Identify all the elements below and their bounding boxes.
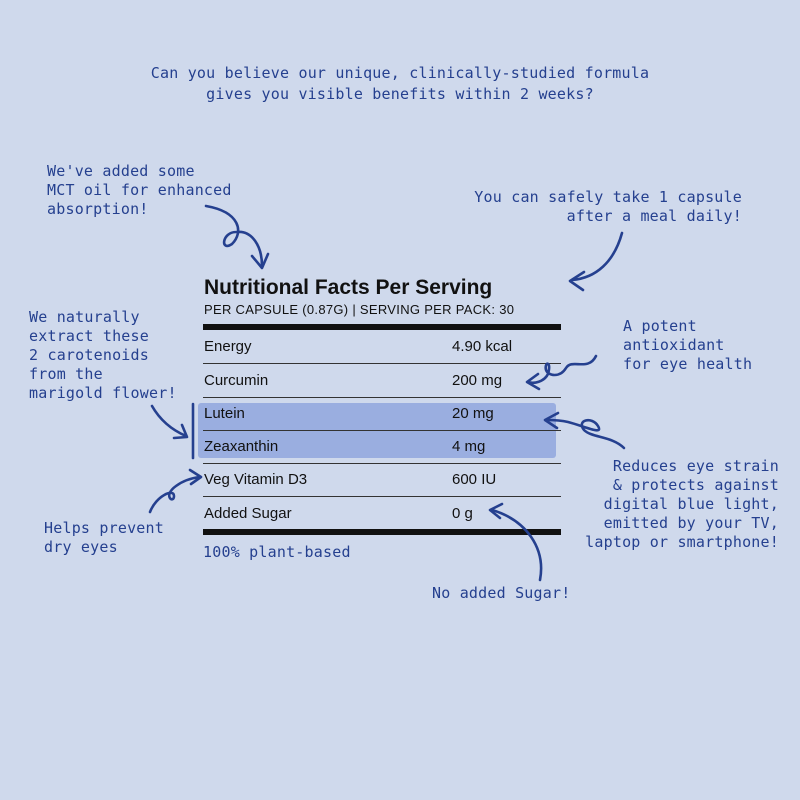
facts-subtitle: PER CAPSULE (0.87G) | SERVING PER PACK: 30 bbox=[204, 302, 515, 317]
row-value: 600 IU bbox=[452, 471, 497, 488]
row-name: Lutein bbox=[204, 405, 245, 422]
row-value: 200 mg bbox=[452, 372, 503, 389]
dry-eyes-note: Helps prevent dry eyes bbox=[44, 519, 164, 556]
antioxidant-note: A potent antioxidant for eye health bbox=[623, 317, 753, 373]
eye-strain-arrow-icon bbox=[545, 413, 624, 448]
row-value: 20 mg bbox=[452, 405, 494, 422]
row-value: 4 mg bbox=[452, 438, 486, 455]
row-name: Zeaxanthin bbox=[204, 438, 279, 455]
no-sugar-arrow-icon bbox=[490, 504, 541, 580]
capsule-note: You can safely take 1 capsule after a meal daily! bbox=[474, 188, 742, 225]
capsule-arrow-icon bbox=[570, 233, 622, 290]
row-name: Veg Vitamin D3 bbox=[204, 471, 308, 488]
row-name: Energy bbox=[204, 338, 252, 355]
row-value: 0 g bbox=[452, 505, 473, 522]
facts-title: Nutritional Facts Per Serving bbox=[204, 276, 493, 299]
headline-line-2: gives you visible benefits within 2 weeks? bbox=[206, 85, 594, 103]
plant-based-note: 100% plant-based bbox=[203, 543, 351, 561]
antioxidant-arrow-icon bbox=[527, 356, 596, 389]
carotenoids-note: We naturally extract these 2 carotenoids from the marigold flower! bbox=[29, 308, 177, 402]
mct-arrow-icon bbox=[206, 206, 268, 268]
row-value: 4.90 kcal bbox=[452, 338, 513, 355]
row-name: Curcumin bbox=[204, 372, 269, 389]
carotenoid-bracket-icon bbox=[152, 404, 193, 458]
headline-line-1: Can you believe our unique, clinically-studied formula bbox=[150, 64, 650, 82]
mct-oil-note: We've added some MCT oil for enhanced absorption! bbox=[47, 162, 232, 218]
eye-strain-note: Reduces eye strain & protects against digital blue light, emitted by your TV, laptop or smartphone! bbox=[585, 457, 779, 551]
dry-eyes-arrow-icon bbox=[150, 470, 201, 512]
no-sugar-note: No added Sugar! bbox=[432, 584, 571, 602]
row-name: Added Sugar bbox=[204, 505, 292, 522]
